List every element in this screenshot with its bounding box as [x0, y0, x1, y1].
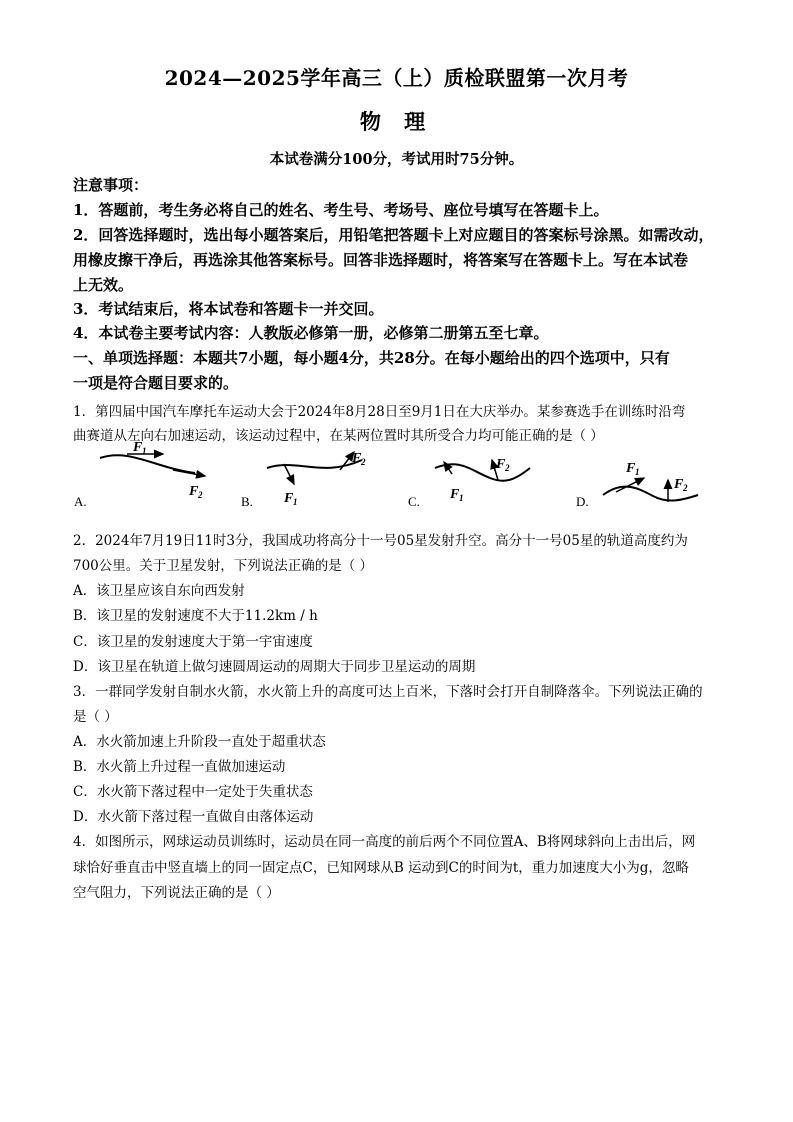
- force-label-f2: F: [674, 477, 684, 492]
- q2-option-d[interactable]: D．该卫星在轨道上做匀速圆周运动的周期大于同步卫星运动的周期: [73, 659, 476, 675]
- exam-title: 2024—2025学年高三（上）质检联盟第一次月考: [164, 66, 629, 90]
- q4-stem: 4．如图所示，网球运动员训练时，运动员在同一高度的前后两个不同位置A、B将网球斜向上击出后，网: [73, 834, 696, 850]
- svg-text:2: 2: [683, 483, 688, 493]
- q1-figure-b: [262, 440, 382, 510]
- q3-option-c[interactable]: C．水火箭下落过程中一定处于失重状态: [73, 784, 313, 800]
- q3-option-b[interactable]: B．水火箭上升过程一直做加速运动: [73, 759, 286, 775]
- subject-title: 物 理: [359, 109, 434, 134]
- q3-option-a[interactable]: A．水火箭加速上升阶段一直处于超重状态: [73, 734, 326, 750]
- note-line: 3．考试结束后，将本试卷和答题卡一并交回。: [73, 300, 384, 318]
- q4-stem: 空气阻力，下列说法正确的是（ ）: [73, 885, 280, 901]
- force-label-f2: F: [352, 451, 362, 466]
- section-heading: 一项是符合题目要求的。: [73, 374, 239, 392]
- force-label-f1: F: [284, 491, 294, 506]
- note-line: 4．本试卷主要考试内容：人教版必修第一册，必修第二册第五至七章。: [73, 324, 549, 342]
- note-line: 上无效。: [73, 276, 134, 294]
- force-label-f2: F: [496, 457, 506, 472]
- q1-stem: 1．第四届中国汽车摩托车运动大会于2024年8月28日至9月1日在大庆举办。某参赛选手在训练时沿弯: [73, 404, 686, 420]
- q2-option-c[interactable]: C．该卫星的发射速度大于第一宇宙速度: [73, 634, 313, 650]
- svg-text:2: 2: [198, 490, 203, 500]
- note-line: 用橡皮擦干净后，再选涂其他答案标号。回答非选择题时，将答案写在答题卡上。写在本试卷: [73, 251, 689, 269]
- q3-option-d[interactable]: D．水火箭下落过程一直做自由落体运动: [73, 809, 314, 825]
- q1-stem: 曲赛道从左向右加速运动，该运动过程中，在某两位置时其所受合力均可能正确的是（ ）: [73, 428, 604, 444]
- q3-stem: 是（ ）: [73, 709, 118, 725]
- q1-figure-a: [95, 440, 225, 500]
- svg-text:1: 1: [635, 467, 640, 477]
- section-heading: 一、单项选择题：本题共7小题，每小题4分，共28分。在每小题给出的四个选项中，只有: [73, 349, 670, 367]
- q2-stem: 2．2024年7月19日11时3分，我国成功将高分十一号05星发射升空。高分十一号05星的轨道高度约为: [73, 533, 688, 549]
- svg-text:1: 1: [293, 497, 298, 507]
- svg-text:2: 2: [505, 463, 510, 473]
- q2-stem: 700公里。关于卫星发射，下列说法正确的是（ ）: [73, 558, 374, 574]
- q1-option-c[interactable]: C.: [408, 494, 420, 509]
- note-line: 2．回答选择题时，选出每小题答案后，用铅笔把答题卡上对应题目的答案标号涂黑。如需改动，: [73, 226, 714, 244]
- q2-option-a[interactable]: A．该卫星应该自东向西发射: [73, 583, 245, 599]
- q1-option-b[interactable]: B.: [241, 494, 253, 509]
- force-label-f1: F: [450, 487, 460, 502]
- svg-text:1: 1: [142, 446, 147, 456]
- svg-text:2: 2: [361, 457, 366, 467]
- q1-option-a[interactable]: A.: [74, 494, 87, 509]
- force-label-f2: F: [189, 484, 199, 499]
- q1-option-d[interactable]: D.: [576, 494, 589, 509]
- q3-stem: 3．一群同学发射自制水火箭，水火箭上升的高度可达上百米，下落时会打开自制降落伞。下列说法正确的: [73, 684, 703, 700]
- force-label-f1: F: [133, 440, 143, 455]
- q1-figure-c: [430, 440, 540, 510]
- q2-option-b[interactable]: B．该卫星的发射速度不大于11.2km / h: [73, 608, 318, 624]
- exam-info: 本试卷满分100分，考试用时75分钟。: [269, 151, 524, 168]
- svg-text:1: 1: [459, 493, 464, 503]
- force-label-f1: F: [626, 461, 636, 476]
- notes-heading: 注意事项：: [73, 176, 149, 194]
- note-line: 1．答题前，考生务必将自己的姓名、考生号、考场号、座位号填写在答题卡上。: [73, 201, 609, 219]
- q1-figure-d: [598, 440, 708, 510]
- q4-stem: 球恰好垂直击中竖直墙上的同一固定点C，已知网球从B 运动到C的时间为t，重力加速度大小为g，忽略: [73, 860, 689, 876]
